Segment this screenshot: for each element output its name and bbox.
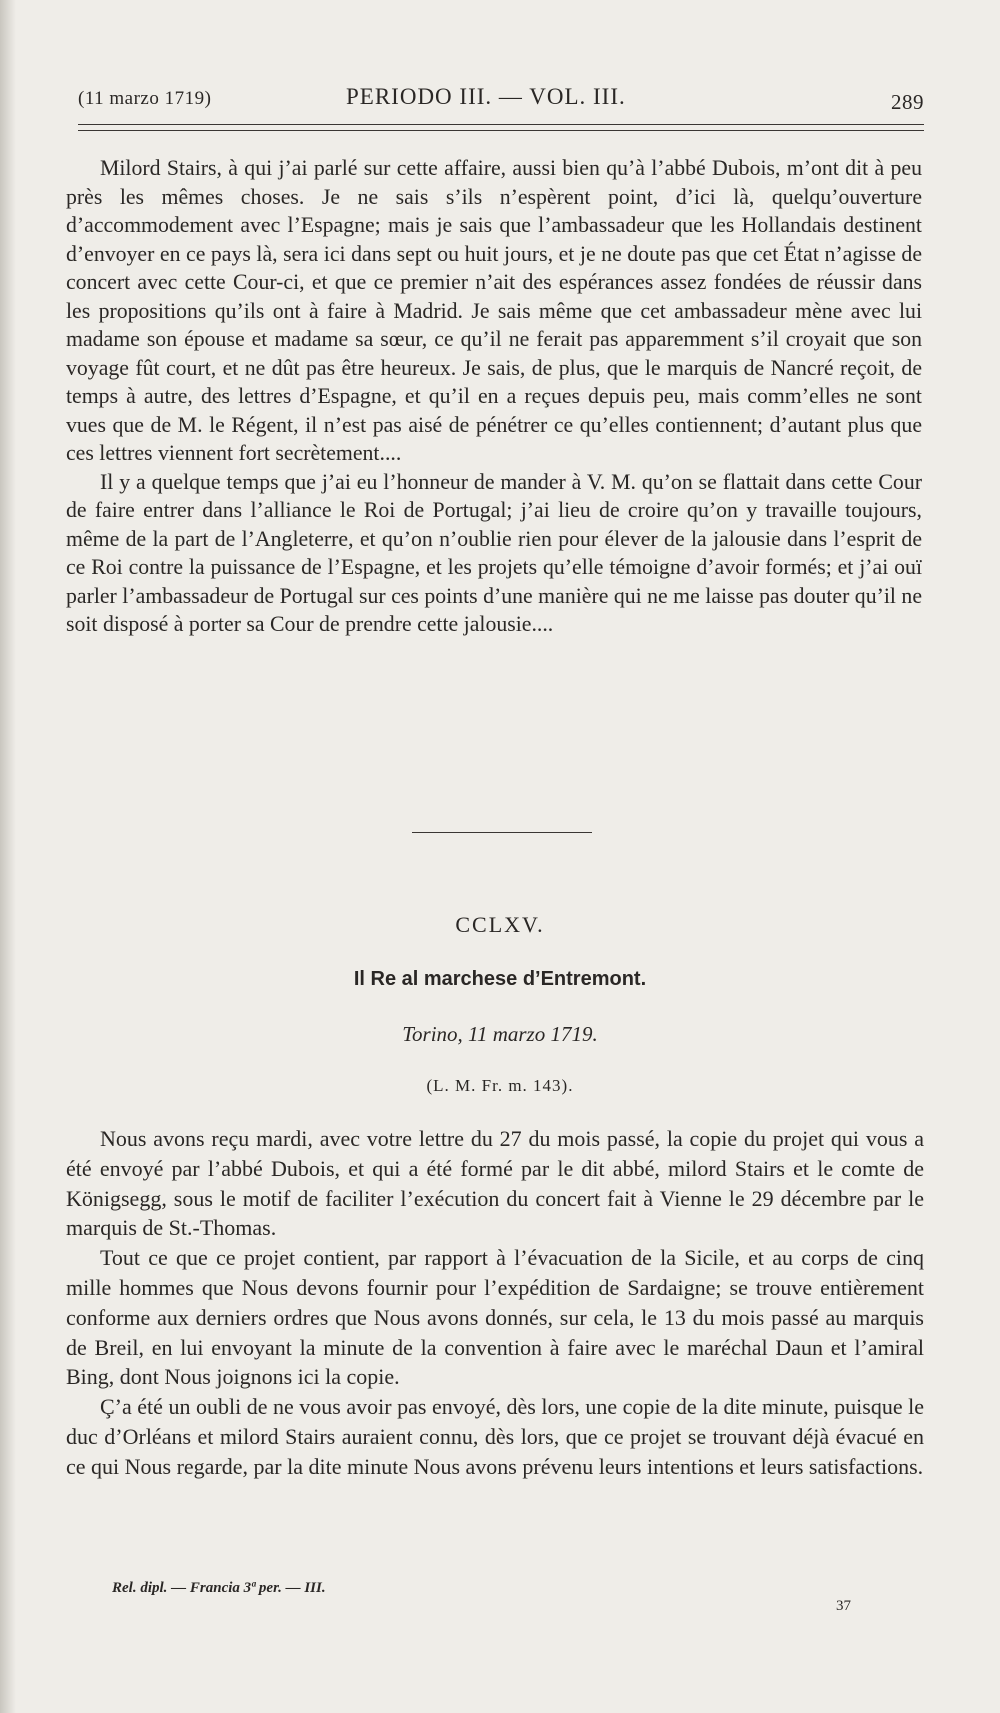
letter-text [66, 1124, 924, 1482]
running-header [78, 84, 924, 120]
document-number: CCLXV. [455, 912, 545, 937]
page-binding-edge [0, 0, 16, 1713]
paragraph: Ç’a été un oubli de ne vous avoir pas envoyé, dès lors, une copie de la dite minute, puisque le duc d’Orléans et milord Stairs auraient connu, dès lors, que ce projet se trouvant déjà évacué en ce qui Nous regarde, par la dite minute Nous avons prévenu leurs intentions et leurs satisfactions. [66, 1394, 924, 1479]
paragraph: Nous avons reçu mardi, avec votre lettre du 27 du mois passé, la copie du projet qui vous a été envoyé par l’abbé Dubois, et qui a été formé par le dit abbé, milord Stairs et le comte de Königsegg, sous le motif de faciliter l’exécution du concert fait à Vienne le 29 décembre par le marquis de St.-Thomas. [66, 1126, 924, 1241]
document-title: Il Re al marchese d’Entremont. [353, 968, 647, 990]
paragraph: Tout ce que ce projet contient, par rapport à l’évacuation de la Sicile, et au corps de cinq mille hommes que Nous devons fournir pour l’expédition de Sardaigne; se trouve entièrement conforme aux derniers ordres que Nous avons donnés, sur cela, le 13 du mois passé au marquis de Breil, en lui envoyant la minute de la convention à faire avec le maréchal Daun et l’amiral Bing, dont Nous joignons ici la copie. [66, 1245, 924, 1390]
document-place-date: Torino, 11 marzo 1719. [402, 1022, 598, 1046]
continuation-text [66, 154, 922, 639]
paragraph: Il y a quelque temps que j’ai eu l’honneur de mander à V. M. qu’on se flattait dans cette Cour de faire entrer dans l’alliance le Roi de Portugal; j’ai lieu de croire qu’on y travaille toujours, même de la part de l’Angleterre, et qu’on n’oublie rien pour élever de la jalousie dans l’esprit de ce Roi contre la puissance de l’Espagne, et les projets qu’elle témoigne d’avoir formés; et j’ai ouï parler l’ambassadeur de Portugal sur ces points d’une manière qui ne me laisse pas douter qu’il ne soit disposé à porter sa Cour de prendre cette jalousie.... [66, 469, 922, 636]
document-source: (L. M. Fr. m. 143). [426, 1076, 574, 1095]
page-number: 289 [891, 90, 924, 114]
header-rule [78, 124, 924, 131]
header-date: (11 marzo 1719) [78, 88, 212, 109]
footer-series: Rel. dipl. — Francia 3ª per. — III. [112, 1580, 326, 1596]
section-separator [412, 832, 592, 833]
signature-mark: 37 [836, 1598, 851, 1614]
header-title: PERIODO III. — VOL. III. [346, 84, 626, 109]
paragraph: Milord Stairs, à qui j’ai parlé sur cette affaire, aussi bien qu’à l’abbé Dubois, m’ont dit à peu près les mêmes choses. Je ne sais s’ils n’espèrent point, d’ici là, quelqu’ouverture d’accommodement avec l’Espagne; mais je sais que l’ambassadeur que les Hollandais destinent d’envoyer en ce pays là, sera ici dans sept ou huit jours, et je ne doute pas que cet État n’agisse de concert avec cette Cour-ci, et que ce premier n’ait des espérances assez fondées de réussir dans les propositions qu’ils ont à faire à Madrid. Je sais même que cet ambassadeur mène avec lui madame son épouse et madame sa sœur, ce qu’il ne ferait pas apparemment s’il croyait que son voyage fût court, et ne dût pas être heureux. Je sais, de plus, que le marquis de Nancré reçoit, de temps à autre, des lettres d’Espagne, et qu’il en a reçues depuis peu, mais comm’elles ne sont vues que de M. le Régent, il n’est pas aisé de pénétrer ce qu’elles contiennent; d’autant plus que ces lettres viennent fort secrètement.... [66, 156, 922, 465]
